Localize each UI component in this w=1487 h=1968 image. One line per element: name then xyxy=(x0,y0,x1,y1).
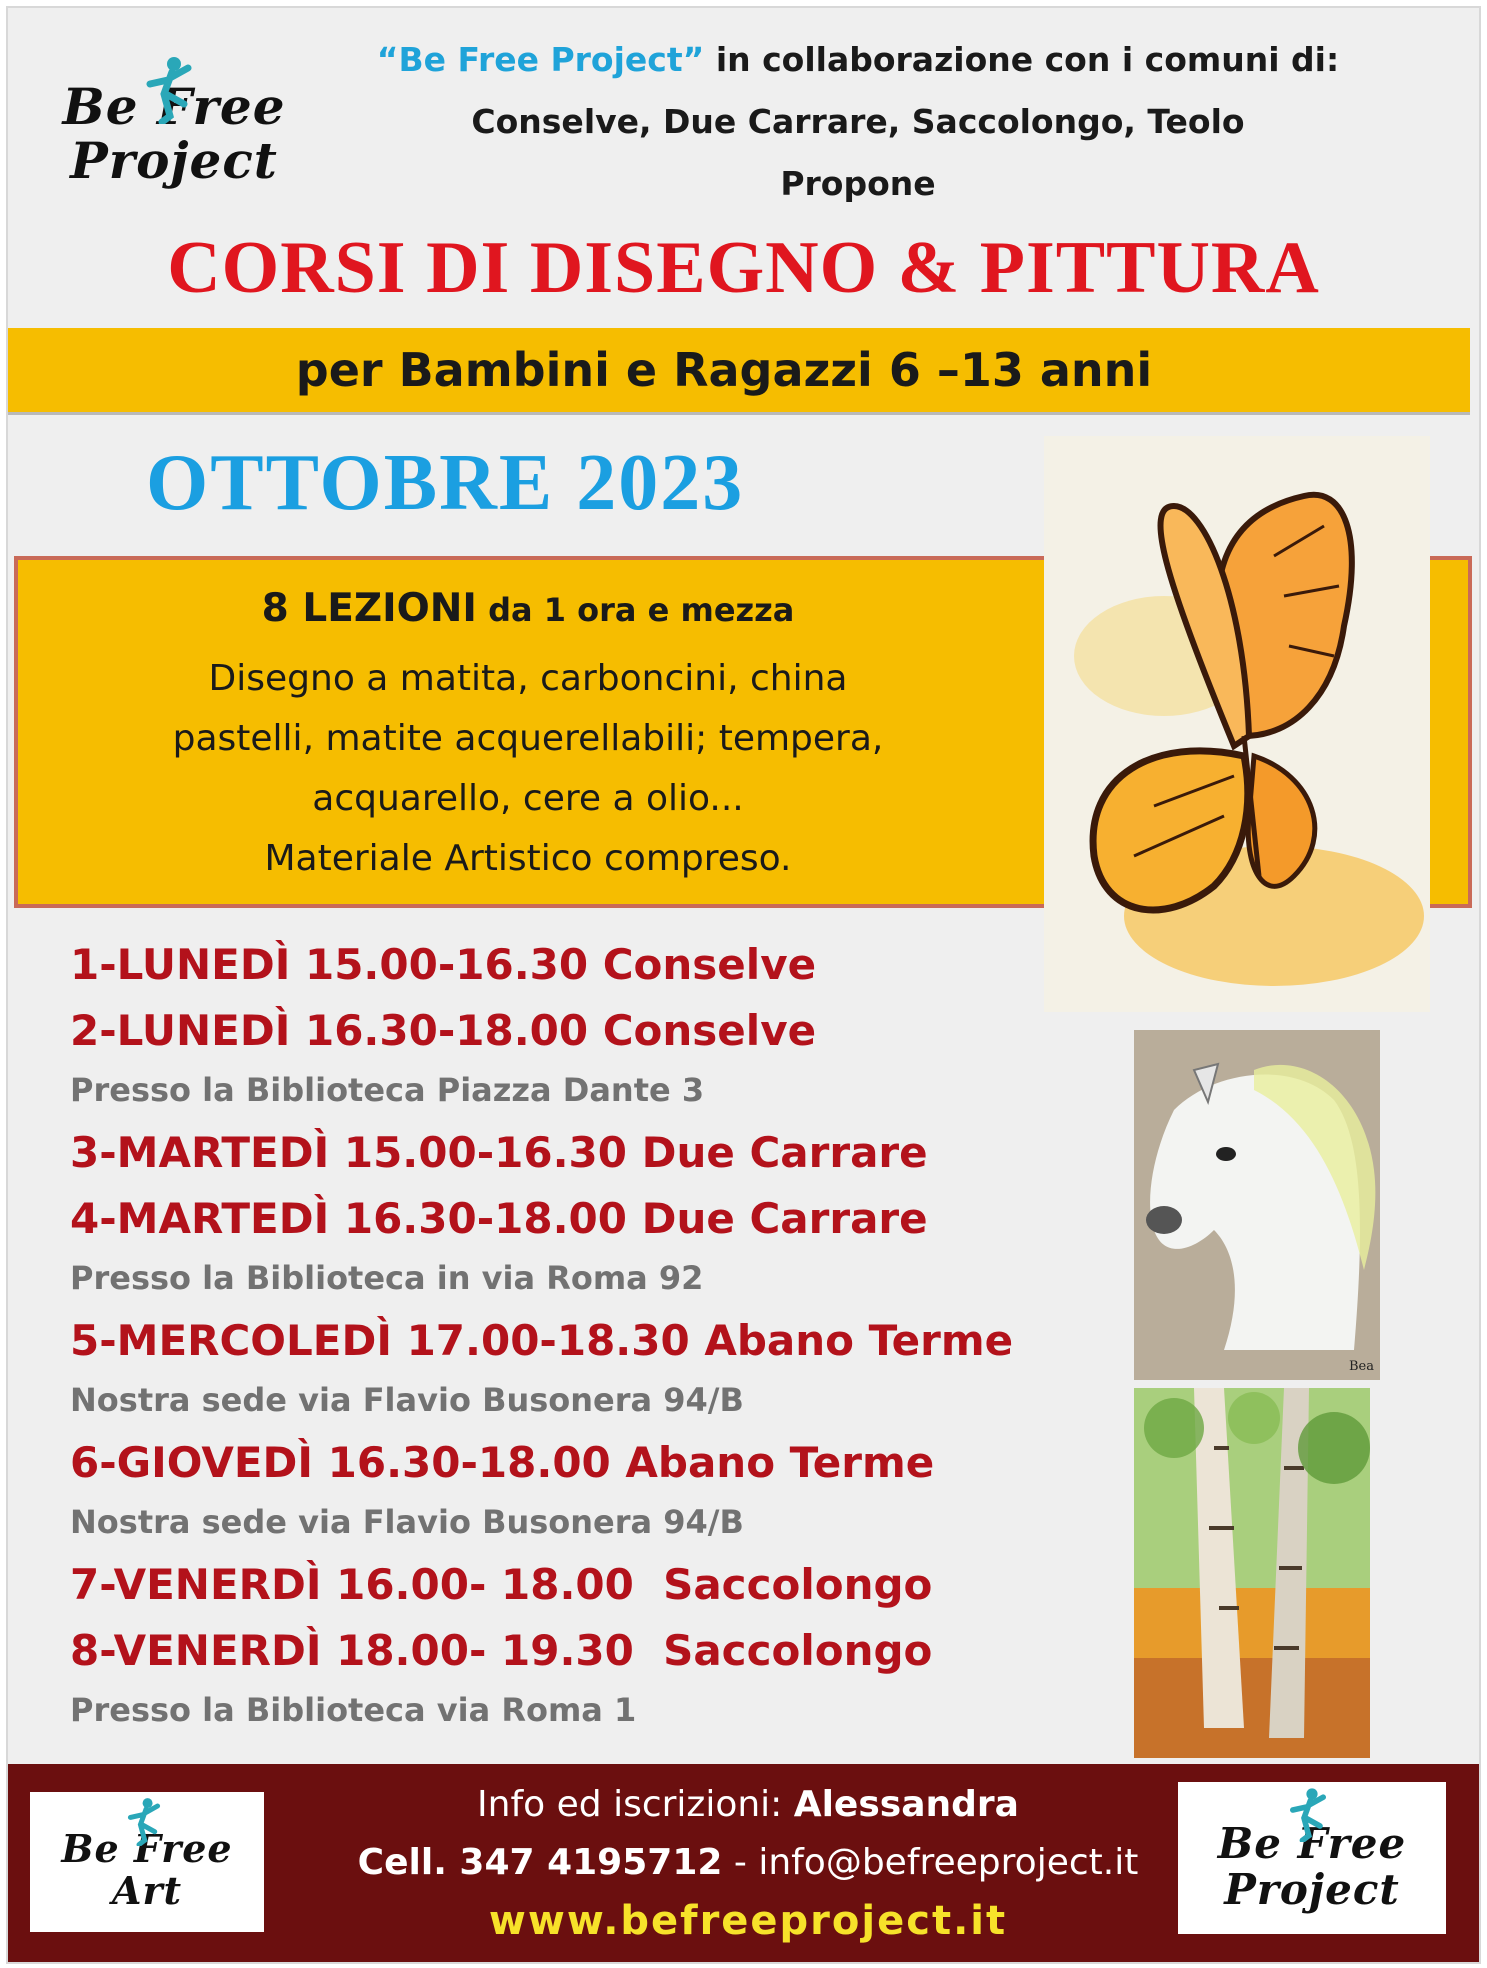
venue-line: Presso la Biblioteca Piazza Dante 3 xyxy=(70,1071,705,1109)
desc-line: Disegno a matita, carboncini, china xyxy=(208,658,848,699)
lessons-title xyxy=(18,586,1038,631)
course-line: 8-VENERDÌ 18.00- 19.30 Saccolongo xyxy=(70,1626,933,1675)
logo-text-line2: Art xyxy=(111,1868,183,1913)
venue-line: Presso la Biblioteca in via Roma 92 xyxy=(70,1259,704,1297)
trees-icon xyxy=(1134,1388,1370,1758)
age-subtitle: per Bambini e Ragazzi 6 –13 anni xyxy=(295,343,1153,397)
flyer xyxy=(6,6,1481,1964)
header-propone: Propone xyxy=(780,164,936,203)
course-line: 5-MERCOLEDÌ 17.00-18.30 Abano Terme xyxy=(70,1316,1014,1365)
course-line: 3-MARTEDÌ 15.00-16.30 Due Carrare xyxy=(70,1128,928,1177)
lessons-description xyxy=(18,649,1038,889)
painting-signature: Bea xyxy=(1349,1359,1374,1374)
footer xyxy=(8,1764,1479,1962)
website-link[interactable]: www.befreeproject.it xyxy=(488,1898,1008,1944)
logo-text-line1: Be Free xyxy=(61,1826,233,1871)
butterfly-icon xyxy=(1044,436,1430,1012)
dancer-icon xyxy=(1288,1786,1328,1842)
horse-icon xyxy=(1134,1030,1380,1380)
logo-text-line1: Be Free xyxy=(1217,1819,1407,1868)
logo-text-line2: Project xyxy=(70,131,278,190)
schedule-list xyxy=(70,932,1050,1740)
header-collaboration xyxy=(308,40,1408,79)
collaboration-text: in collaborazione con i comuni di: xyxy=(704,40,1340,79)
email-link[interactable]: info@befreeproject.it xyxy=(758,1842,1139,1883)
course-line: 7-VENERDÌ 16.00- 18.00 Saccolongo xyxy=(70,1560,933,1609)
month-heading: OTTOBRE 2023 xyxy=(146,439,745,527)
header-municipalities: Conselve, Due Carrare, Saccolongo, Teolo xyxy=(471,102,1245,141)
course-line: 4-MARTEDÌ 16.30-18.00 Due Carrare xyxy=(70,1194,928,1243)
lessons-duration: da 1 ora e mezza xyxy=(476,591,795,629)
dancer-icon xyxy=(126,1796,162,1846)
be-free-project-logo-bottom xyxy=(1178,1782,1446,1934)
venue-line: Presso la Biblioteca via Roma 1 xyxy=(70,1691,637,1729)
dancer-icon xyxy=(144,54,194,124)
venue-line: Nostra sede via Flavio Busonera 94/B xyxy=(70,1503,744,1541)
course-line: 2-LUNEDÌ 16.30-18.00 Conselve xyxy=(70,1006,817,1055)
venue-line: Nostra sede via Flavio Busonera 94/B xyxy=(70,1381,744,1419)
info-label: Info ed iscrizioni: xyxy=(477,1784,794,1825)
main-title: CORSI DI DISEGNO & PITTURA xyxy=(167,227,1320,309)
phone-number[interactable]: Cell. 347 4195712 xyxy=(357,1842,723,1883)
be-free-project-logo-top xyxy=(34,54,314,204)
age-band xyxy=(8,328,1470,415)
desc-line: Materiale Artistico compreso. xyxy=(264,838,792,879)
info-name: Alessandra xyxy=(793,1784,1019,1825)
be-free-art-logo xyxy=(30,1792,264,1932)
logo-text-line2: Project xyxy=(1224,1865,1400,1914)
lessons-count: 8 LEZIONI xyxy=(261,586,477,631)
footer-contacts xyxy=(288,1842,1208,1883)
course-line: 6-GIOVEDÌ 16.30-18.00 Abano Terme xyxy=(70,1438,935,1487)
course-line: 1-LUNEDÌ 15.00-16.30 Conselve xyxy=(70,940,817,989)
trees-painting xyxy=(1134,1388,1370,1758)
footer-info xyxy=(288,1784,1208,1825)
desc-line: acquarello, cere a olio... xyxy=(312,778,744,819)
brand-name: “Be Free Project” xyxy=(376,40,705,79)
contact-separator: - xyxy=(722,1842,759,1883)
logo-text-line1: Be Free xyxy=(62,77,286,136)
butterfly-painting xyxy=(1044,436,1430,1012)
desc-line: pastelli, matite acquerellabili; tempera, xyxy=(172,718,884,759)
horse-painting xyxy=(1134,1030,1380,1380)
